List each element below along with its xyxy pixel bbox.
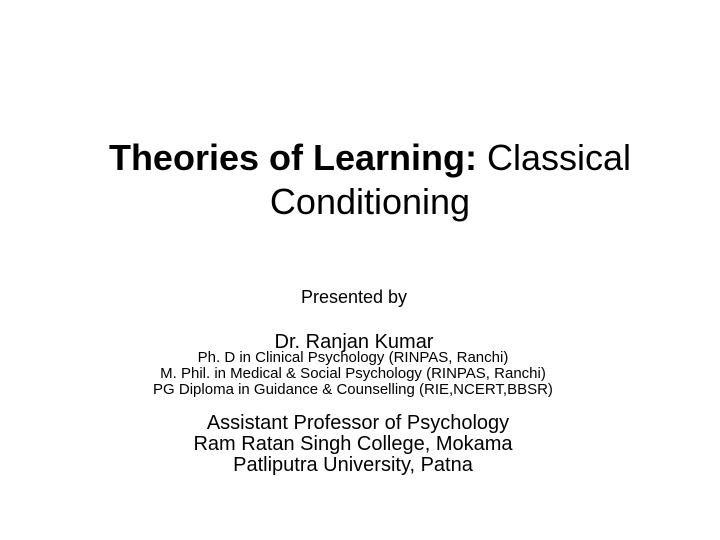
affiliation-college: Ram Ratan Singh College, Mokama bbox=[193, 433, 513, 455]
presenter-name: Dr. Ranjan Kumar bbox=[274, 331, 434, 353]
affiliation-block bbox=[0, 413, 706, 476]
affiliation-position: Assistant Professor of Psychology bbox=[206, 412, 510, 434]
credential-line: M. Phil. in Medical & Social Psychology (RINPAS, Ranchi) bbox=[160, 365, 546, 382]
presented-by-label: Presented by bbox=[300, 287, 408, 307]
slide-title-bold: Theories of Learning: bbox=[108, 137, 477, 178]
slide-title-regular: Classical Conditioning bbox=[269, 137, 632, 222]
credential-line: Ph. D in Clinical Psychology (RINPAS, Ranchi) bbox=[197, 349, 509, 366]
affiliation-university: Patliputra University, Patna bbox=[233, 454, 473, 476]
slide-title bbox=[40, 136, 700, 224]
credentials-block bbox=[0, 350, 706, 398]
credential-line: PG Diploma in Guidance & Counselling (RIE,NCERT,BBSR) bbox=[153, 381, 553, 398]
